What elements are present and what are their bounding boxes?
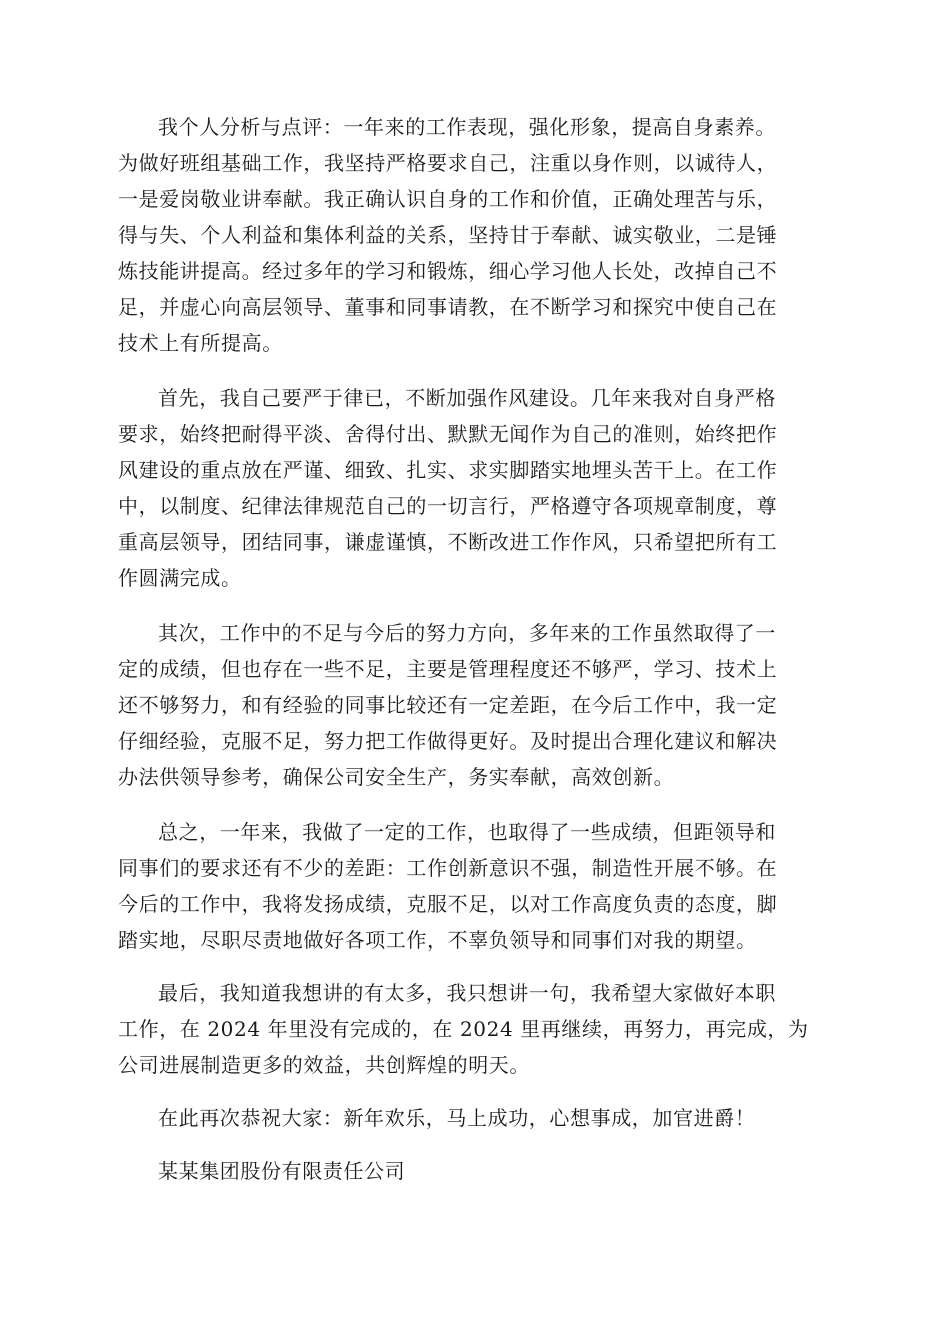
paragraph-summary: 总之，一年来，我做了一定的工作，也取得了一些成绩，但距领导和 同事们的要求还有不少的差距：工作创新意识不强，制造性开展不够。在 今后的工作中，我将发扬成绩，克服不足，以对工作高度负责的态度，脚 踏实地，尽职尽责地做好各项工作，不辜负领导和同事们对我的期望。 <box>118 820 778 952</box>
paragraph-first: 首先，我自己要严于律已，不断加强作风建设。几年来我对自身严格 要求，始终把耐得平淡、舍得付出、默默无闻作为自己的准则，始终把作 风建设的重点放在严谨、细致、扎实、求实脚踏实地埋头苦干上。在工作 中，以制度、纪律法律规范自己的一切言行，严格遵守各项规章制度，尊 重高层领导，团结同事，谦虚谨慎，不断改进工作作风，只希望把所有工 作圆满完成。 <box>118 386 778 590</box>
paragraph-second: 其次，工作中的不足与今后的努力方向，多年来的工作虽然取得了一 定的成绩，但也存在一些不足，主要是管理程度还不够严，学习、技术上 还不够努力，和有经验的同事比较还有一定差距，在今后工作中，我一定 仔细经验，克服不足，努力把工作做得更好。及时提出合理化建议和解决 办法供领导参考，确保公司安全生产，务实奉献，高效创新。 <box>118 621 778 789</box>
document-body <box>118 109 834 1189</box>
company-signature: 某某集团股份有限责任公司 <box>158 1159 406 1183</box>
paragraph-self-evaluation: 我个人分析与点评：一年来的工作表现，强化形象，提高自身素养。 为做好班组基础工作，我坚持严格要求自己，注重以身作则，以诚待人， 一是爱岗敬业讲奉献。我正确认识自身的工作和价值，正确处理苦与乐， 得与失、个人利益和集体利益的关系，坚持甘于奉献、诚实敬业，二是锤 炼技能讲提高。经过多年的学习和锻炼，细心学习他人长处，改掉自己不 足，并虚心向高层领导、董事和同事请教，在不断学习和探究中使自己在 技术上有所提高。 <box>118 115 778 355</box>
paragraph-greeting: 在此再次恭祝大家：新年欢乐，马上成功，心想事成，加官进爵！ <box>158 1106 756 1130</box>
paragraph-finally: 最后，我知道我想讲的有太多，我只想讲一句，我希望大家做好本职 工作，在 2024 年里没有完成的，在 2024 里再继续，再努力，再完成，为 公司进展制造更多的效益，共创辉煌的明天。 <box>118 981 809 1077</box>
